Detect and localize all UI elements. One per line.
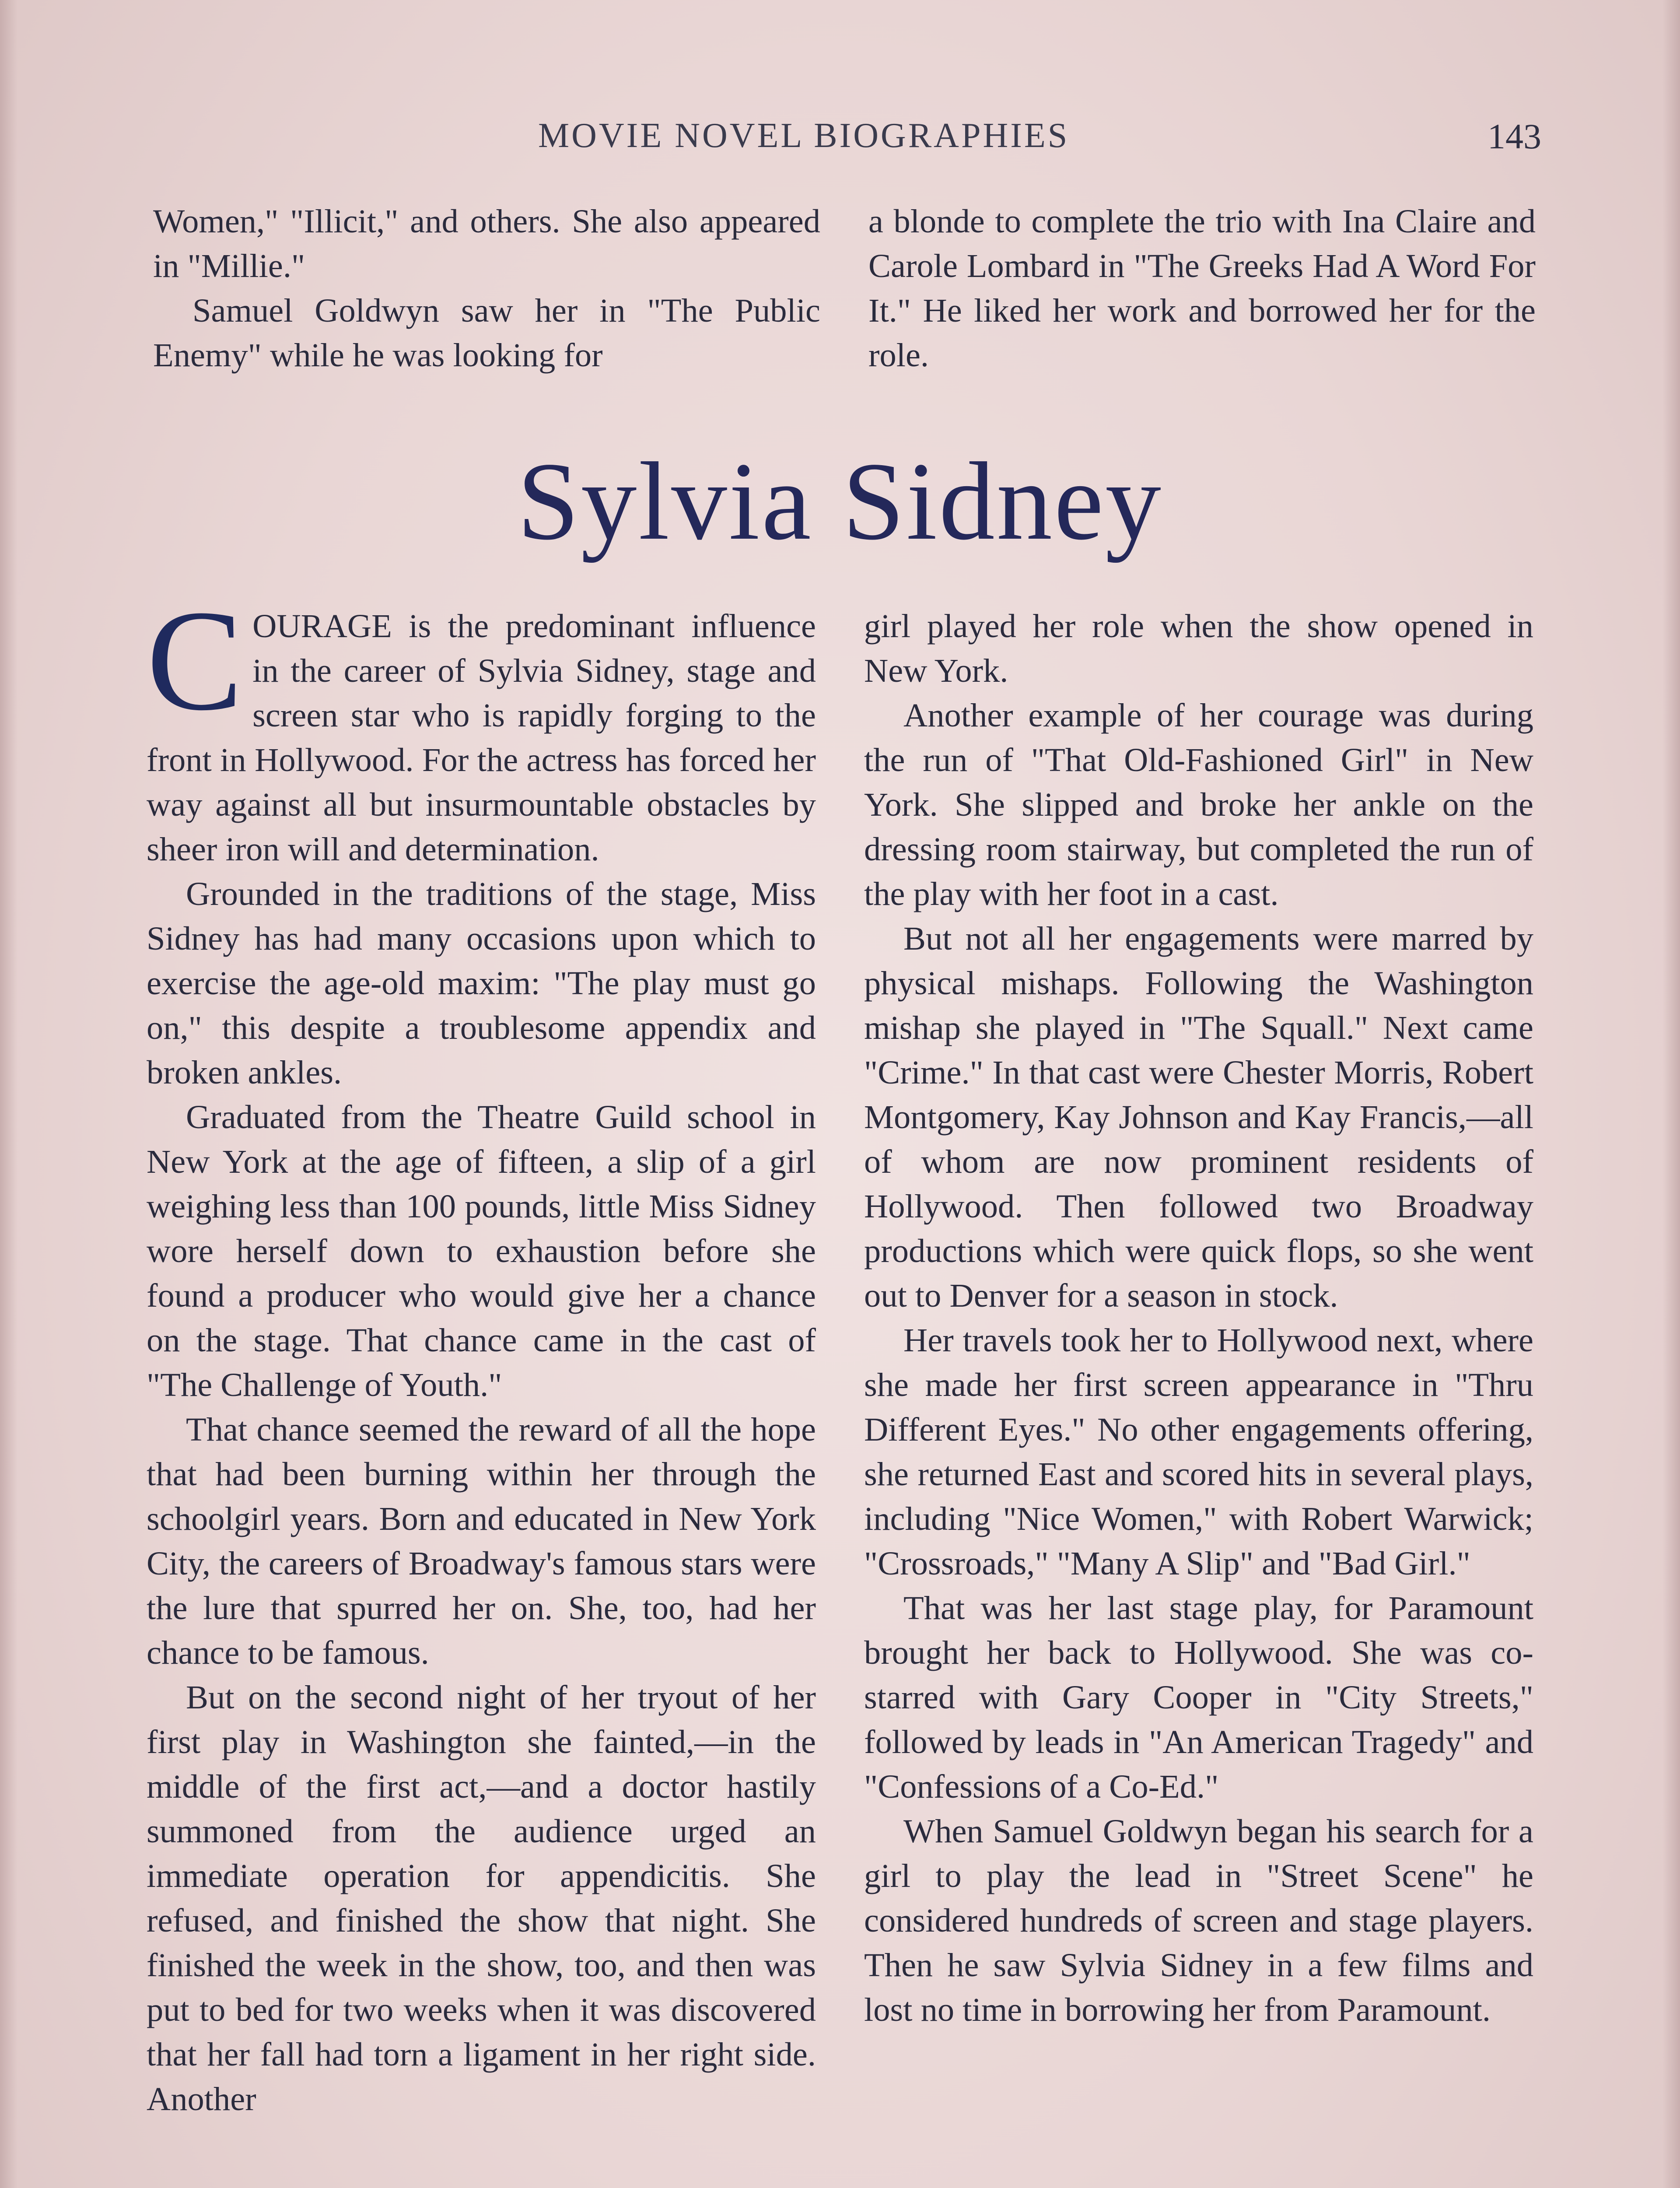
paragraph: a blonde to complete the trio with Ina Claire and Carole Lombard in "The Greeks Had A Word For It." He liked her work and borrowed her for the role. — [868, 203, 1536, 374]
paragraph: Her travels took her to Hollywood next, where she made her first screen appearance in "Thru Different Eyes." No other engagements offering, she returned East and scored hits in several plays, including "Nice Women," with Robert Warwick; "Crossroads," "Many A Slip" and "Bad Girl." — [864, 1322, 1533, 1582]
running-head: MOVIE NOVEL BIOGRAPHIES — [538, 116, 1070, 155]
paragraph: That chance seemed the reward of all the hope that had been burning within her through the schoolgirl years. Born and educated in New York City, the careers of Broadway's famous stars were the lure that spurred her on. She, too, had her chance to be famous. — [147, 1411, 816, 1671]
top-right-column — [868, 199, 1536, 378]
article-left-column — [147, 581, 816, 2121]
paragraph: Graduated from the Theatre Guild school in New York at the age of fifteen, a slip of a girl weighing less than 100 pounds, little Miss Sidney wore herself down to exhaustion before she found a producer who would give her a chance on the stage. That chance came in the cast of "The Challenge of Youth." — [147, 1098, 816, 1403]
opening-paragraph — [147, 581, 816, 872]
page-edge-left — [0, 0, 18, 2188]
paragraph: When Samuel Goldwyn began his search for a girl to play the lead in "Street Scene" he considered hundreds of screen and stage players. Then he saw Sylvia Sidney in a few films and lost no time in borrowing her from Paramount. — [864, 1813, 1533, 2028]
page-edge-right — [1662, 0, 1680, 2188]
page-number: 143 — [1488, 116, 1541, 156]
continuation-paragraph: girl played her role when the show opened in New York. — [864, 607, 1533, 689]
drop-cap: C — [147, 581, 243, 740]
paragraph: Samuel Goldwyn saw her in "The Public Enemy" while he was looking for — [153, 292, 820, 374]
paragraph: But not all her engagements were marred by physical mishaps. Following the Washington mishap she played in "The Squall." Next came "Crime." In that cast were Chester Morris, Robert Montgomery, Kay Johnson and Kay Francis,—all of whom are now prominent residents of Hollywood. Then followed two Broadway productions which were quick flops, so she went out to Denver for a season in stock. — [864, 920, 1533, 1314]
paragraph: That was her last stage play, for Paramount brought her back to Hollywood. She was co-starred with Gary Cooper in "City Streets," followed by leads in "An American Tragedy" and "Confessions of a Co-Ed." — [864, 1589, 1533, 1805]
article-title: Sylvia Sidney — [517, 440, 1163, 563]
article-right-column — [864, 604, 1533, 2032]
paragraph: Another example of her courage was during the run of "That Old-Fashioned Girl" in New York. She slipped and broke her ankle on the dressing room stairway, but completed the run of the play with her foot in a cast. — [864, 697, 1533, 912]
top-left-column — [153, 199, 820, 378]
opening-paragraph-text: OURAGE is the predominant influence in the career of Sylvia Sidney, stage and screen star who is rapidly forging to the front in Hollywood. For the actress has forced her way against all but insurmountable obstacles by sheer iron will and determination. — [147, 607, 816, 868]
paragraph: But on the second night of her tryout of her first play in Washington she fainted,—in the middle of the first act,—and a doctor hastily summoned from the audience urged an immediate operation for appendicitis. She refused, and finished the show that night. She finished the week in the show, too, and then was put to bed for two weeks when it was discovered that her fall had torn a ligament in her right side. Another — [147, 1679, 816, 2118]
paragraph: Women," "Illicit," and others. She also appeared in "Millie." — [153, 203, 820, 284]
paragraph: Grounded in the traditions of the stage, Miss Sidney has had many occasions upon which to exercise the age-old maxim: "The play must go on," this despite a troublesome appendix and broken ankles. — [147, 875, 816, 1091]
